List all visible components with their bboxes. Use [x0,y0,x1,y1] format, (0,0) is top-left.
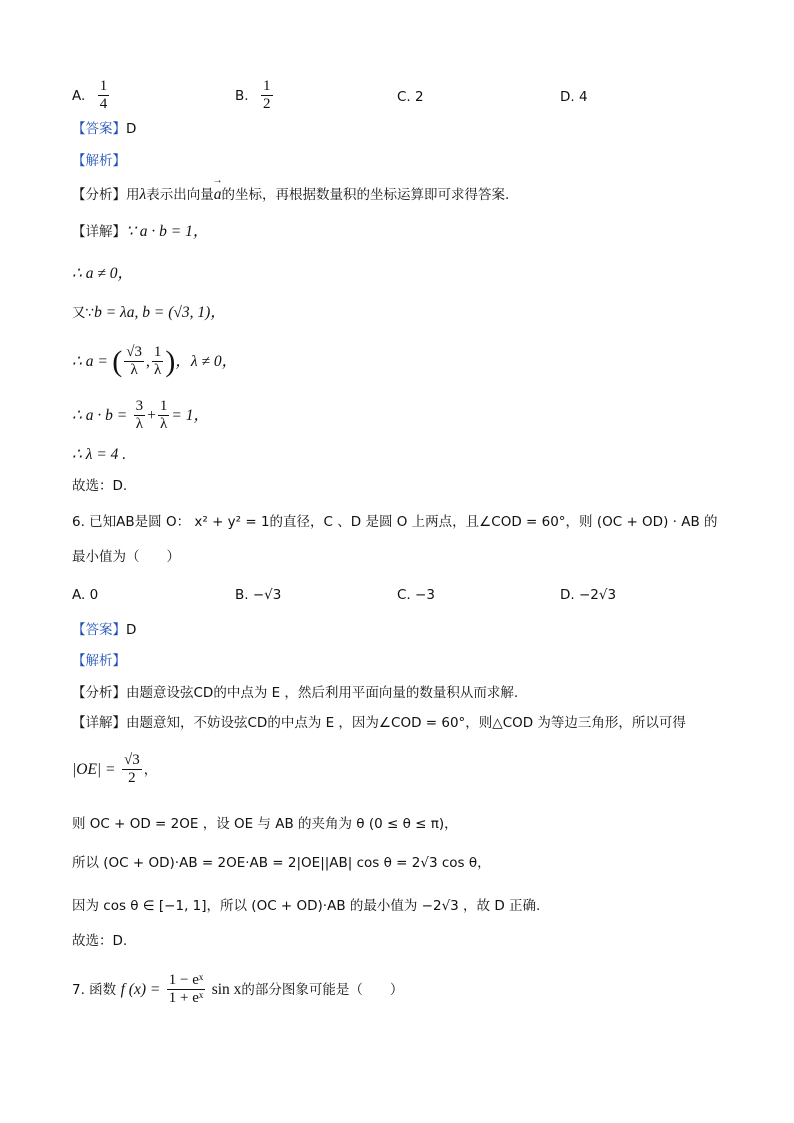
answer-tag: 【答案】 [72,622,126,638]
math-expression: |OE| = [72,760,116,778]
fenxi-text: 的坐标，再根据数量积的坐标运算即可求得答案. [221,187,510,203]
fraction-numerator: √3 [124,344,144,362]
q5-detail-line-3 [72,305,226,321]
plus-sign: + [147,406,156,424]
left-paren: ( [112,344,123,378]
fraction-numerator: 3 [134,398,146,416]
answer-value: D [126,622,137,638]
fraction-denominator: λ [135,416,144,433]
math-expression: ，λ ≠ 0， [175,352,238,370]
q6-sum-line [72,817,458,832]
math-expression: ∵ a · b = 1， [126,223,209,240]
sin-x: sin x [211,980,242,998]
fraction-denominator: λ [160,416,168,433]
q6-because-line [72,899,540,914]
q6-stem-line-1 [72,515,718,530]
q6-option-a: A. 0 [72,587,99,603]
q5-detail-line-5 [72,398,209,434]
fraction [122,752,142,788]
fraction-denominator: 1 + eˣ [168,990,204,1007]
q6-choose: 故选：D. [72,933,128,949]
q5-option-d: D. 4 [560,89,588,105]
q6-analysis-tag: 【解析】 [72,653,126,669]
q6-oe-line [72,752,157,788]
q5-detail-line-1 [72,224,208,240]
option-label: A. [72,87,86,104]
fenxi-text: 表示出向量 [146,187,214,203]
q6-answer-line [72,623,136,638]
detail-tag: 【详解】 [72,224,126,240]
fraction-denominator: 2 [263,96,271,113]
comma: ， [143,761,158,778]
answer-value: D [126,121,137,137]
question-stem: 7. 函数 [72,981,117,998]
fraction [134,398,146,434]
q5-option-c: C. 2 [397,89,424,105]
fraction-numerator: 1 [98,78,110,96]
q6-stem-line-2: 最小值为（ ） [72,549,180,565]
vector-a: → a [214,187,222,203]
q6-option-d: D. −2√3 [560,587,617,603]
q6-option-b: B. −√3 [235,587,282,603]
lambda-symbol: λ [139,186,147,203]
q6-so-line [72,856,491,871]
q6-detail-line-1 [72,716,686,731]
question-stem: 6. 已知AB是圆 O： x² + y² = 1的直径，C 、D 是圆 O 上两点，且∠COD = 60°，则 (OC + OD) · AB 的 [72,514,718,530]
q5-answer-line [72,122,136,137]
fraction-numerator: 1 [152,344,164,362]
fraction-denominator: λ [130,362,138,379]
fraction [261,78,273,114]
detail-text: 所以 (OC + OD)·AB = 2OE·AB = 2|OE||AB| cos θ = 2√3 cos θ， [72,855,491,871]
fenxi-text: 用 [126,187,140,203]
fraction-numerator: 1 [158,398,170,416]
fraction [167,972,205,1008]
fenxi-tag: 【分析】 [72,685,126,701]
detail-text: 因为 cos θ ∈ [−1, 1]，所以 (OC + OD)·AB 的最小值为 −2√3 ，故 D 正确. [72,898,541,914]
fraction-numerator: √3 [122,752,142,770]
q5-option-b [235,78,275,114]
fenxi-tag: 【分析】 [72,187,126,203]
fraction [124,344,144,380]
detail-text: 由题意知，不妨设弦CD的中点为 E ，因为∠COD = 60°，则△COD 为等边三角形，所以可得 [126,715,686,731]
math-expression: = 1， [171,406,209,424]
q5-analysis-tag: 【解析】 [72,153,126,169]
function-name: f (x) = [120,980,161,998]
answer-tag: 【答案】 [72,121,126,137]
fenxi-text: 由题意设弦CD的中点为 E ，然后利用平面向量的数量积从而求解. [126,685,519,701]
detail-tag: 【详解】 [72,715,126,731]
fraction-denominator: λ [154,362,162,379]
fraction [98,78,110,114]
q6-fenxi-line [72,686,518,701]
math-expression: ∴ a · b = [72,406,128,424]
q5-option-a [72,78,111,114]
fraction-denominator: 4 [99,96,108,113]
q5-detail-line-4 [72,344,237,380]
math-expression: b = λa, b = (√3, 1)， [94,304,226,321]
fraction [158,398,170,434]
option-label: B. [235,87,249,104]
q5-fenxi-line [72,187,509,203]
fraction-numerator: 1 [261,78,273,96]
math-expression: ∴ a = [72,352,108,370]
right-paren: ) [165,344,176,378]
q5-detail-line-6: ∴ λ = 4 . [72,446,127,463]
q6-option-c: C. −3 [397,587,435,603]
q5-choose: 故选：D. [72,478,128,494]
q7-stem [72,972,403,1008]
question-stem: 的部分图象可能是（ ） [241,981,404,998]
fraction-numerator: 1 − eˣ [167,972,205,990]
comma: , [146,352,150,370]
fraction-denominator: 2 [128,770,136,787]
text-prefix: 又∵ [72,305,95,321]
detail-text: 则 OC + OD = 2OE ，设 OE 与 AB 的夹角为 θ (0 ≤ θ ≤ π)， [72,816,458,832]
q5-detail-line-2: ∴ a ≠ 0， [72,265,133,282]
fraction [152,344,164,380]
